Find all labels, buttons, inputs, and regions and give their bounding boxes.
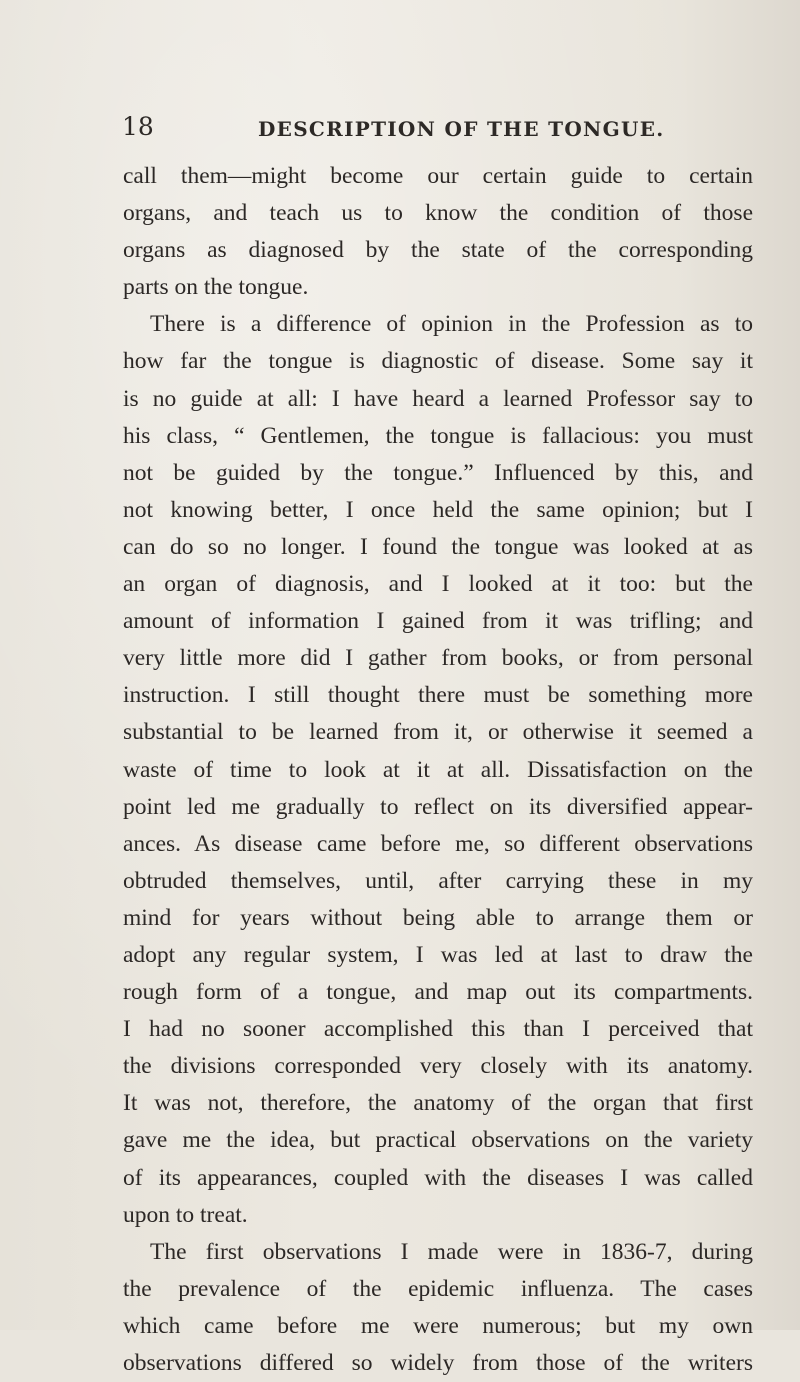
text-line: I had no sooner accomplished this than I perceived that [123, 1016, 753, 1043]
page-header [0, 112, 800, 146]
text-line: ances. As disease came before me, so different observations [123, 830, 753, 857]
text-line: gave me the idea, but practical observations on the variety [123, 1127, 753, 1154]
text-line: organs as diagnosed by the state of the corresponding [123, 237, 753, 264]
text-line: substantial to be learned from it, or otherwise it seemed a [123, 719, 753, 746]
text-line: which came before me were numerous; but my own [123, 1312, 753, 1339]
text-line: It was not, therefore, the anatomy of the organ that first [123, 1090, 753, 1117]
text-line: is no guide at all: I have heard a learned Professor say to [123, 385, 753, 412]
text-line: waste of time to look at it at all. Dissatisfaction on the [123, 756, 753, 783]
text-line: of its appearances, coupled with the diseases I was called [123, 1164, 753, 1191]
text-line: the divisions corresponded very closely with its anatomy. [123, 1053, 753, 1080]
text-line: very little more did I gather from books, or from personal [123, 645, 753, 672]
text-line: mind for years without being able to arrange them or [123, 904, 753, 931]
text-line: can do so no longer. I found the tongue was looked at as [123, 533, 753, 560]
body-text [123, 158, 753, 1382]
text-line: not be guided by the tongue.” Influenced by this, and [123, 459, 753, 486]
text-line: point led me gradually to reflect on its diversified appear- [123, 793, 753, 820]
text-line: There is a difference of opinion in the Profession as to [150, 311, 753, 338]
text-line: instruction. I still thought there must be something more [123, 682, 753, 709]
text-line: observations differed so widely from those of the writers [123, 1350, 753, 1376]
text-line: organs, and teach us to know the condition of those [123, 200, 753, 227]
text-line: rough form of a tongue, and map out its compartments. [123, 979, 753, 1006]
text-line: amount of information I gained from it was trifling; and [123, 608, 753, 635]
text-line: parts on the tongue. [123, 274, 309, 301]
text-line: upon to treat. [123, 1201, 248, 1228]
text-line: adopt any regular system, I was led at last to draw the [123, 941, 753, 968]
text-line: the prevalence of the epidemic influenza. The cases [123, 1275, 753, 1302]
text-line: The first observations I made were in 1836-7, during [150, 1238, 753, 1265]
text-line: an organ of diagnosis, and I looked at it too: but the [123, 571, 753, 598]
text-line: call them—might become our certain guide to certain [123, 163, 753, 189]
page-number: 18 [122, 112, 154, 141]
text-line: obtruded themselves, until, after carrying these in my [123, 867, 753, 894]
text-line: how far the tongue is diagnostic of disease. Some say it [123, 348, 753, 375]
running-title: DESCRIPTION OF THE TONGUE. [258, 117, 665, 141]
text-line: not knowing better, I once held the same opinion; but I [123, 496, 753, 523]
text-line: his class, “ Gentlemen, the tongue is fallacious: you must [123, 422, 753, 449]
